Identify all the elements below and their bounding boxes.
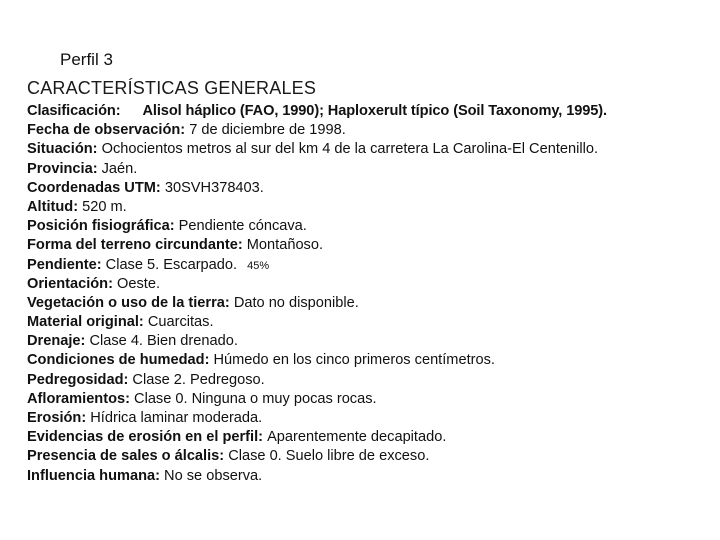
field-label: Erosión:: [27, 410, 91, 426]
field-label: Condiciones de humedad:: [27, 352, 214, 369]
field-label: Coordenadas UTM:: [27, 179, 165, 196]
field-label: Provincia:: [27, 160, 102, 177]
field-value: Ochocientos metros al sur del km 4 de la carretera La Carolina-El Centenillo.: [101, 141, 599, 158]
field-value: 520 m.: [82, 198, 127, 215]
field-value: Clase 5. Escarpado.: [105, 256, 238, 273]
field-label: Pedregosidad:: [27, 371, 133, 388]
field-value: Clase 2. Pedregoso.: [132, 371, 265, 388]
field-value: Alisol háplico (FAO, 1990); Haploxerult típico (Soil Taxonomy, 1995).: [142, 103, 607, 119]
field-label: Clasificación:: [27, 103, 125, 119]
field-row-evidencias: [27, 428, 707, 447]
field-row-humedad: [27, 351, 707, 370]
field-row-material: [27, 313, 707, 332]
field-row-erosion: [27, 409, 707, 428]
field-row-vegetacion: [27, 294, 707, 313]
field-row-altitud: [27, 198, 707, 217]
field-label: Material original:: [27, 314, 148, 331]
field-label: Fecha de observación:: [27, 122, 190, 139]
field-label: Forma del terreno circundante:: [27, 237, 247, 254]
field-row-provincia: [27, 160, 707, 179]
field-value: Montañoso.: [246, 237, 324, 254]
field-label: Situación:: [27, 141, 102, 158]
field-label: Pendiente:: [27, 256, 106, 273]
field-value: Clase 0. Suelo libre de exceso.: [228, 448, 430, 465]
field-row-posicion: [27, 217, 707, 236]
profile-title: Perfil 3: [60, 50, 113, 69]
field-row-influencia: [27, 467, 707, 486]
field-label: Afloramientos:: [27, 390, 135, 407]
field-label: Drenaje:: [27, 333, 90, 350]
field-value: Hídrica laminar moderada.: [90, 410, 263, 426]
field-value: No se observa.: [164, 467, 263, 484]
field-label: Orientación:: [27, 275, 118, 292]
field-value: Dato no disponible.: [233, 294, 359, 311]
field-value: Jaén.: [101, 160, 138, 177]
field-label: Influencia humana:: [27, 467, 165, 484]
field-row-afloramientos: [27, 390, 707, 409]
field-label: Vegetación o uso de la tierra:: [27, 294, 234, 311]
field-row-pedregosidad: [27, 371, 707, 390]
field-value: Clase 4. Bien drenado.: [89, 333, 238, 350]
field-row-fecha: [27, 121, 707, 140]
field-value: Aparentemente decapitado.: [267, 429, 447, 446]
field-value: 30SVH378403.: [164, 179, 264, 196]
section-heading: CARACTERÍSTICAS GENERALES: [27, 78, 317, 98]
field-value: Húmedo en los cinco primeros centímetros.: [213, 352, 495, 369]
field-value: Oeste.: [117, 275, 161, 292]
field-label: Posición fisiográfica:: [27, 218, 179, 235]
field-row-coordenadas: [27, 179, 707, 198]
slope-percent-note: 45%: [247, 259, 270, 272]
field-label: Evidencias de erosión en el perfil:: [27, 429, 268, 446]
field-value: Pendiente cóncava.: [178, 218, 307, 235]
field-row-sales: [27, 447, 707, 466]
characteristics-list: [27, 102, 707, 486]
field-value: Clase 0. Ninguna o muy pocas rocas.: [134, 390, 377, 407]
field-label: Presencia de sales o álcalis:: [27, 448, 229, 465]
field-row-clasificacion: [27, 102, 707, 121]
field-value: Cuarcitas.: [147, 314, 214, 331]
field-label: Altitud:: [27, 198, 83, 215]
field-row-forma-terreno: [27, 236, 707, 255]
field-value: 7 de diciembre de 1998.: [189, 122, 346, 139]
field-row-orientacion: [27, 275, 707, 294]
field-row-drenaje: [27, 332, 707, 351]
field-row-situacion: [27, 140, 707, 159]
field-row-pendiente: [27, 256, 707, 275]
